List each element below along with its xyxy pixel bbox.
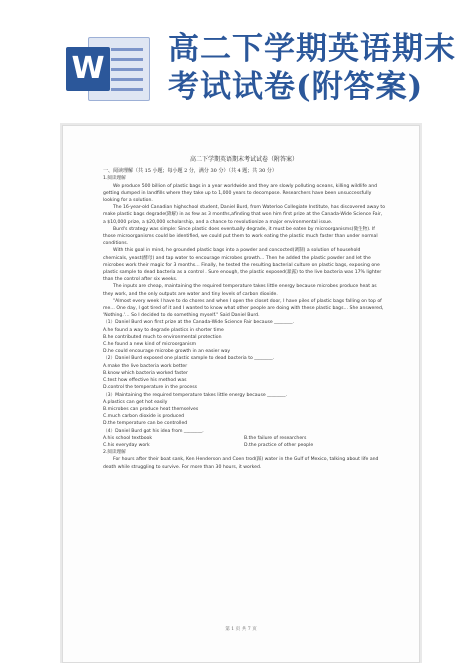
q2-option-c: C.test how effective his method was [103, 378, 187, 384]
q2-option-a: A.make the live bacteria work better [103, 363, 188, 369]
q4-option-d: D.the practice of other people [244, 442, 314, 448]
word-logo: W [66, 47, 110, 91]
q3-option-b: B.microbes can produce heat themselves [103, 406, 199, 412]
question-1: （1）Daniel Burd won first prize at the Canada-Wide Science Fair because ________. [103, 320, 294, 326]
reading-heading-2: 2.阅读理解 [103, 450, 126, 456]
q2-option-d: D.control the temperature in the process [103, 385, 198, 391]
page-title: 高二下学期英语期末考试试卷(附答案) [168, 31, 456, 105]
passage-paragraph: The inputs are cheap, maintaining the required temperature takes little energy because microbes produce heat as they work, and the only outputs are water and tiny levels of carbon dioxide. [103, 284, 377, 297]
q4-option-c: C.his everyday work [103, 442, 150, 448]
word-icon [66, 33, 152, 103]
passage-paragraph: For hours after their boat sank, Ken Henderson and Coen trod(踩) water in the Gulf of Mexico, talking about life and death while struggling to survive. For more than 30 hours, it worked. [103, 457, 379, 470]
passage-paragraph: The 16-year-old Canadian highschool student, Daniel Burd, from Waterloo Collegiate Institute, has discovered away to make plastic bags degrade(降解) in as few as 3 months,afinding that won him first prize at the Canada-Wide Science Fair, a $10,000 prize, a $20,000 scholarship, and a chance to revolutionize a major environmental issue. [103, 205, 385, 225]
q1-option-a: A.he found a way to degrade plastics in shorter time [103, 327, 224, 333]
q3-option-c: C.much carbon dioxide is produced [103, 414, 185, 420]
q4-option-a: A.his school textbook [103, 435, 153, 441]
question-4: （4）Daniel Burd got his idea from ________. [103, 428, 204, 434]
passage-paragraph: We produce 500 billion of plastic bags in a year worldwide and they are slowly polluting oceans, killing wildlife and getting dumped in landfills where they take up to 1,000 years to decompose. Researchers have been unsuccessfully looking for a solution. [103, 183, 378, 204]
document-page[interactable] [62, 125, 420, 663]
q4-options-row-2 [103, 442, 385, 449]
q1-option-c: C.he found a new kind of microorganism [103, 342, 197, 348]
q2-option-b: B.know which bacteria worked faster [103, 370, 188, 376]
passage-paragraph: With this goal in mind, he grounded plastic bags into a powder and concocted(调制) a solution of household chemicals, yeast(酵母) and tap water to encourage microbes growth… Then he added the plastic powder and let the microbes work their magic for 3 months… Finally, he tested the resulting bacterial culture on plastic bags, exposing one plastic sample to dead bacteria as a control . Sure enough, the plastic exposed(暴露) to the live bacteria was 17% lighter than the control after six weeks. [103, 248, 382, 283]
question-2: （2）Daniel Burd exposed one plastic sample to dead bacteria to ________. [103, 356, 275, 362]
reading-heading-1: 1.阅读理解 [103, 176, 126, 182]
page-footer: 第 1 页 共 7 页 [225, 627, 257, 632]
section-heading: 一、阅读理解（共 15 小题；每小题 2 分，满分 30 分）（共 4 题；共 30 分） [103, 168, 277, 175]
question-3: （3）Maintaining the required temperature takes little energy because ________. [103, 392, 287, 398]
q4-options-row-1 [103, 435, 385, 442]
q1-option-d: D.he could encourage microbe growth in an easier way [103, 349, 231, 355]
banner [0, 0, 474, 112]
q4-option-b: B.the failure of researchers [244, 435, 307, 441]
document-body [103, 156, 385, 471]
passage-paragraph: Burd's strategy was simple: Since plastic does eventually degrade, it must be eaten by microorganisms(微生物). If those microorganisms could be identified, we could put them to work eating the plastic much faster than under normal conditions. [103, 226, 378, 247]
passage-paragraph: "Almost every week I have to do chores and when I open the closet door, I have piles of plastic bags falling on top of me… One day, I got tired of it and I wanted to know what other people are doing with these plastic bags… She answered, 'Nothing.'… So I decided to do something myself." Said Daniel Burd. [103, 298, 384, 319]
q3-option-a: A.plastics can get hot easily [103, 399, 168, 405]
q1-option-b: B.he contributed much to environmental protection [103, 334, 222, 340]
q3-option-d: D.the temperature can be controlled [103, 421, 188, 427]
exam-title: 高二下学期英语期末考试试卷（附答案） [189, 156, 298, 163]
